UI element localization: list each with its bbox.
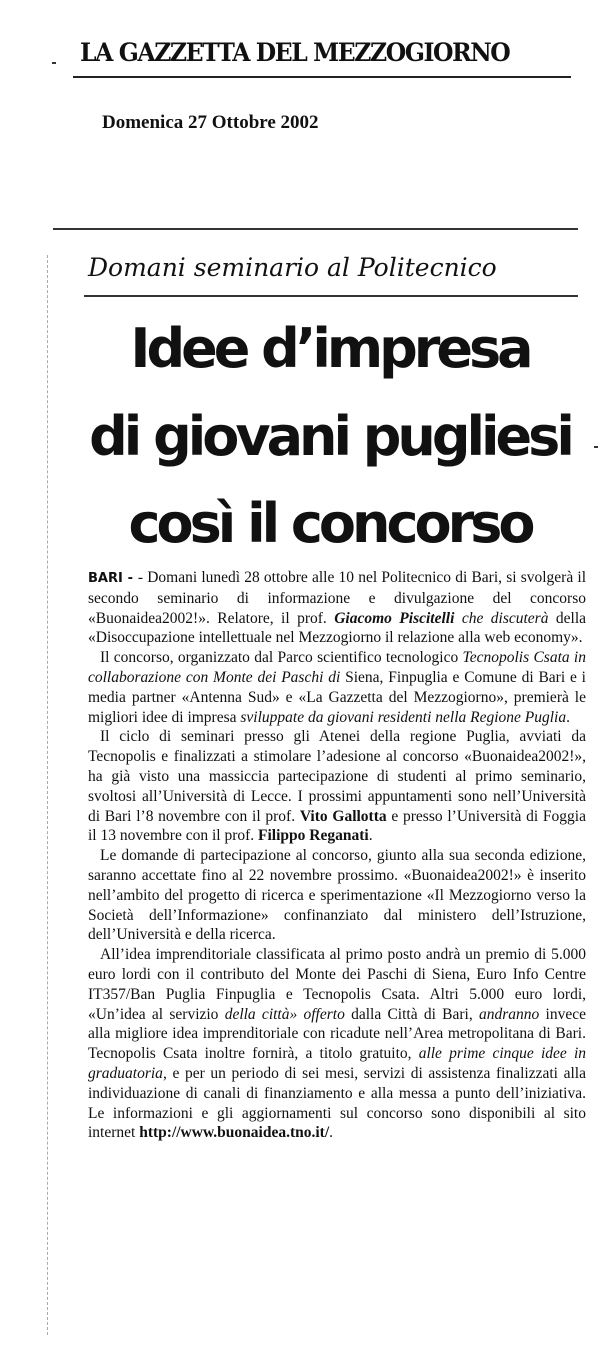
dateline: BARI -	[88, 571, 138, 586]
paragraph-3: Il ciclo di seminari presso gli Atenei della regione Puglia, avviati da Tecnopolis e finalizzati a stimolare l’adesione al concorso «Buonaidea2002!», ha già visto una massiccia partecipazione di studenti al primo seminario, svoltosi all’Università di Lecce. I prossimi appuntamenti sono nell’Università di Bari l’8 novembre con il prof. Vito Gallotta e presso l’Università di Foggia il 13 novembre con il prof. Filippo Reganati.	[88, 728, 586, 845]
headline-line-1: Idee d’impresa	[130, 317, 530, 380]
paragraph-5: All’idea imprenditoriale classificata al primo posto andrà un premio di 5.000 euro lordi con il contributo del Monte dei Paschi di Siena, Euro Info Centre IT357/Ban Puglia Finpuglia e Tecnopolis Csata. Altri 5.000 euro lordi, «Un’idea al servizio della città» offerto dalla Città di Bari, andranno invece alla migliore idea imprenditoriale con ricadute nell’Area metropolitana di Bari. Tecnopolis Csata inoltre fornirà, a titolo gratuito, alle prime cinque idee in graduatoria, e per un periodo di sei mesi, servizi di assistenza finalizzati alla individuazione di canali di finanziamento e alla messa a punto dell’iniziativa. Le informazioni e gli aggiornamenti sul concorso sono disponibili al sito internet http://www.buonaidea.tno.it/.	[88, 946, 586, 1142]
paragraph-4: Le domande di partecipazione al concorso, giunto alla sua seconda edizione, saranno accettate fino al 22 novembre prossimo. «Buonaidea2002!» è inserito nell’ambito del progetto di ricerca e sperimentazione «Il Mezzogiorno verso la Società dell’Informazione» confinanziato dal ministero dell’Istruzione, dell’Università e della ricerca.	[88, 847, 586, 944]
paragraph-2: Il concorso, organizzato dal Parco scientifico tecnologico Tecnopolis Csata in collaborazione con Monte dei Paschi di Siena, Finpuglia e Comune di Bari e i media partner «Antenna Sud» e «La Gazzetta del Mezzogiorno», premierà le migliori idee di impresa sviluppate da giovani residenti nella Regione Puglia.	[88, 649, 586, 726]
paragraph-1: BARI - - Domani lunedì 28 ottobre alle 10 nel Politecnico di Bari, si svolgerà il secondo seminario di informazione e divulgazione del concorso «Buonaidea2002!». Relatore, il prof. Giacomo Piscitelli che discuterà della «Disoccupazione intellettuale nel Mezzogiorno il relazione alla web economy».	[88, 569, 587, 647]
newspaper-masthead: LA GAZZETTA DEL MEZZOGIORNO	[80, 38, 510, 67]
website-url[interactable]: http://www.buonaidea.tno.it/	[139, 1124, 330, 1142]
headline-line-2: di giovani pugliesi	[89, 405, 571, 468]
headline-line-3: così il concorso	[128, 492, 532, 555]
article-body	[88, 568, 586, 1143]
scan-mark	[594, 446, 598, 448]
issue-date: Domenica 27 Ottobre 2002	[102, 112, 319, 133]
column-border	[47, 255, 49, 1335]
masthead-rule	[73, 76, 571, 78]
kicker-rule	[84, 295, 578, 297]
clipping-rule	[53, 228, 578, 230]
speaker-name: Filippo Reganati	[258, 827, 369, 845]
article-kicker: Domani seminario al Politecnico	[88, 253, 497, 282]
speaker-name: Giacomo Piscitelli	[334, 609, 455, 627]
speaker-name: Vito Gallotta	[299, 807, 387, 825]
scan-mark	[52, 62, 56, 64]
